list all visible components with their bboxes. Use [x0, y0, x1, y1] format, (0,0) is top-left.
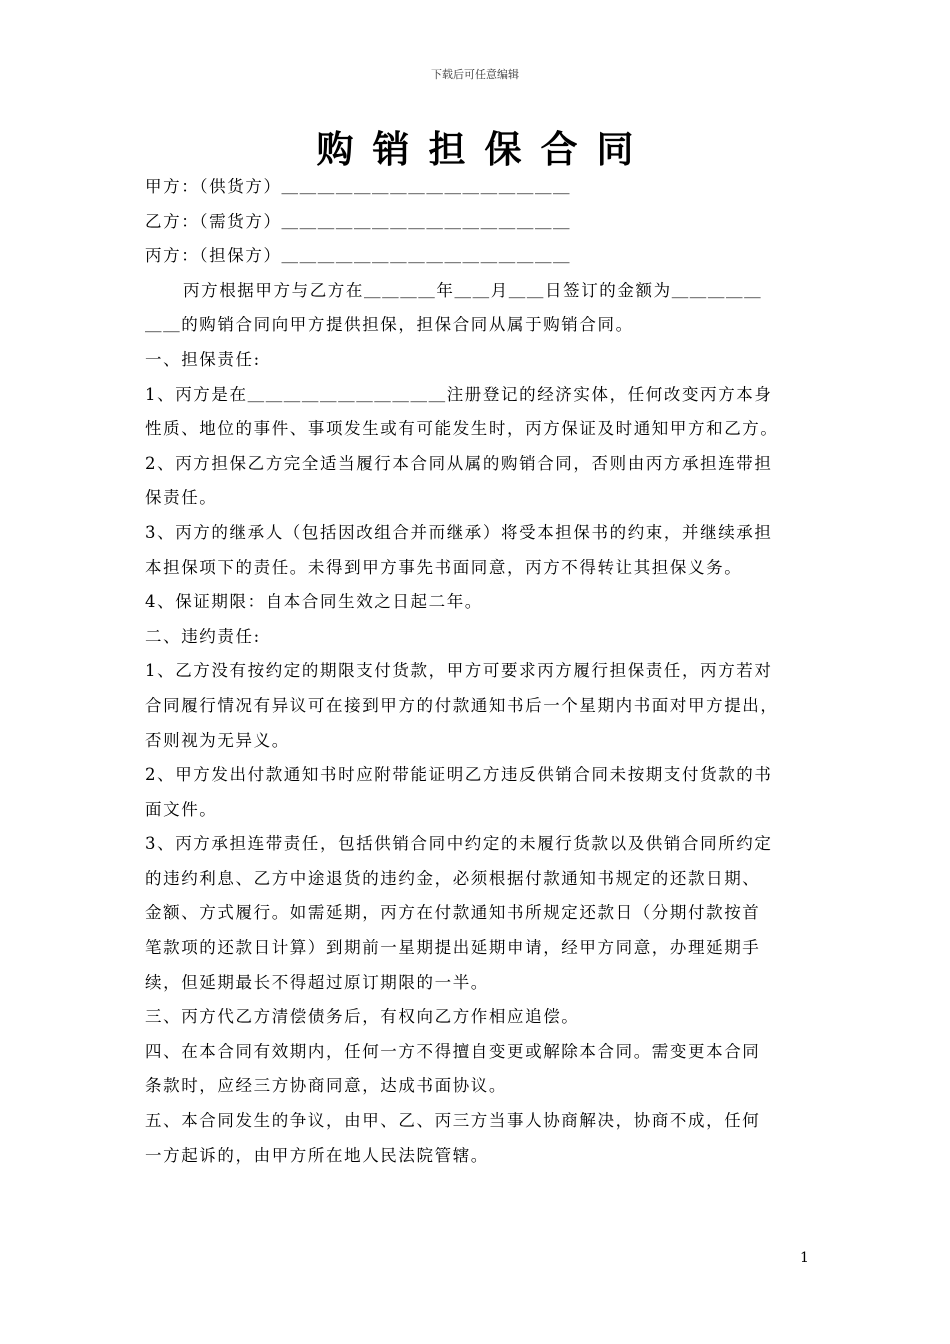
clause-line: 4、保证期限：自本合同生效之日起二年。	[145, 592, 483, 612]
clause-line: 2、甲方发出付款通知书时应附带能证明乙方违反供销合同未按期支付货款的书	[145, 765, 773, 785]
clause-line: 3、丙方的继承人（包括因改组合并而继承）将受本担保书的约束，并继续承担	[145, 522, 773, 542]
page-number: 1	[800, 1250, 809, 1266]
clause-line: 1、丙方是在＿＿＿＿＿＿＿＿＿＿＿注册登记的经济实体，任何改变丙方本身	[145, 384, 773, 404]
clause-line: 1、乙方没有按约定的期限支付货款，甲方可要求丙方履行担保责任，丙方若对	[145, 661, 773, 681]
section-heading: 三、丙方代乙方清偿债务后，有权向乙方作相应追偿。	[145, 1007, 580, 1027]
clause-line: 续，但延期最长不得超过原订期限的一半。	[145, 972, 489, 992]
party-c-line: 丙方：（担保方）＿＿＿＿＿＿＿＿＿＿＿＿＿＿＿＿	[145, 246, 572, 266]
clause-line: 否则视为无异义。	[145, 730, 290, 750]
clause-line: 笔款项的还款日计算）到期前一星期提出延期申请，经甲方同意，办理延期手	[145, 938, 761, 958]
clause-line: 3、丙方承担连带责任，包括供销合同中约定的未履行货款以及供销合同所约定	[145, 834, 773, 854]
header-note: 下载后可任意编辑	[431, 68, 519, 81]
clause-line: 金额、方式履行。如需延期，丙方在付款通知书所规定还款日（分期付款按首	[145, 903, 761, 923]
clause-line: 2、丙方担保乙方完全适当履行本合同从属的购销合同，否则由丙方承担连带担	[145, 453, 773, 473]
contract-body	[145, 170, 825, 1173]
clause-line: 保责任。	[145, 488, 218, 508]
party-a-line: 甲方：（供货方）＿＿＿＿＿＿＿＿＿＿＿＿＿＿＿＿	[145, 177, 572, 196]
clause-line: 性质、地位的事件、事项发生或有可能发生时，丙方保证及时通知甲方和乙方。	[145, 419, 779, 439]
clause-line: 四、在本合同有效期内，任何一方不得擅自变更或解除本合同。需变更本合同	[145, 1041, 761, 1061]
party-b-line: 乙方：（需货方）＿＿＿＿＿＿＿＿＿＿＿＿＿＿＿＿	[145, 211, 572, 231]
clause-line: 的违约利息、乙方中途退货的违约金，必须根据付款通知书规定的还款日期、	[145, 868, 761, 888]
section-heading: 二、违约责任:	[145, 626, 261, 646]
section-heading: 一、担保责任:	[145, 349, 261, 369]
preamble-line: ＿＿的购销合同向甲方提供担保，担保合同从属于购销合同。	[145, 315, 634, 335]
clause-line: 合同履行情况有异议可在接到甲方的付款通知书后一个星期内书面对甲方提出，	[145, 695, 779, 715]
clause-line: 五、本合同发生的争议，由甲、乙、丙三方当事人协商解决，协商不成，任何	[145, 1111, 761, 1131]
preamble-line: 丙方根据甲方与乙方在＿＿＿＿年＿＿月＿＿日签订的金额为＿＿＿＿＿	[183, 280, 763, 300]
clause-line: 条款时，应经三方协商同意，达成书面协议。	[145, 1076, 507, 1096]
clause-line: 本担保项下的责任。未得到甲方事先书面同意，丙方不得转让其担保义务。	[145, 557, 743, 577]
document-title: 购销担保合同	[316, 128, 653, 171]
clause-line: 面文件。	[145, 799, 218, 819]
clause-line: 一方起诉的，由甲方所在地人民法院管辖。	[145, 1145, 489, 1165]
